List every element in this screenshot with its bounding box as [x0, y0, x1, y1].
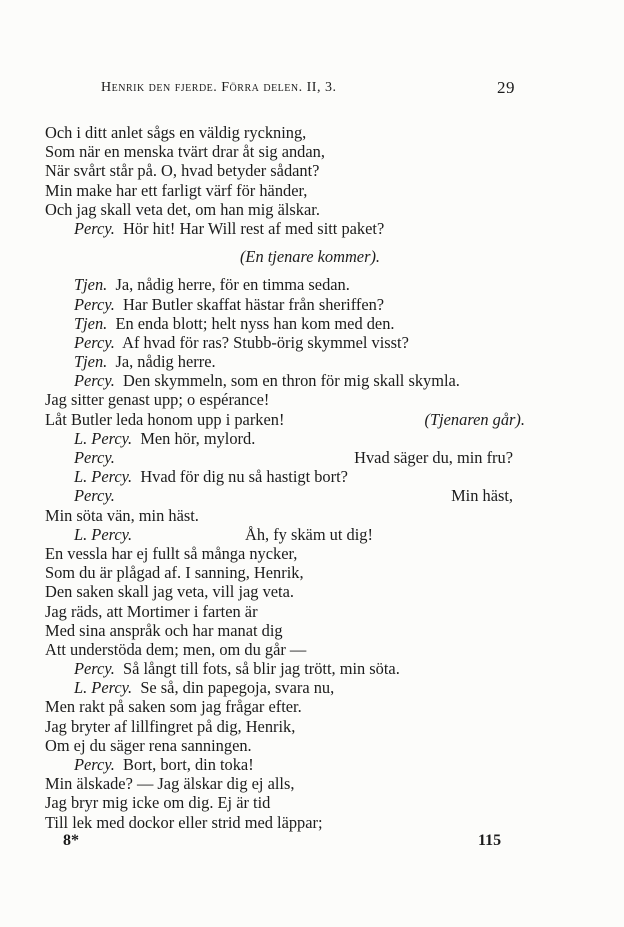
line-text: Till lek med dockor eller strid med läppar; [45, 812, 323, 832]
line-text: Och jag skall veta det, om han mig älskar. [45, 199, 320, 219]
speaker-name: L. Percy. [74, 678, 133, 698]
verse-line [45, 525, 565, 544]
line-text: Jag sitter genast upp; o espérance! [45, 390, 270, 410]
verse-line [45, 161, 565, 180]
line-text: Min häst, [451, 486, 513, 506]
verse-line [45, 275, 565, 294]
line-text: Men rakt på saken som jag frågar efter. [45, 697, 302, 717]
line-text: Hör hit! Har Will rest af med sitt paket? [114, 218, 385, 238]
speaker-name: Percy. [74, 486, 115, 506]
verse-line [45, 774, 565, 793]
line-text: Bort, bort, din toka! [114, 755, 254, 774]
verse-line [45, 142, 565, 161]
verse-line [45, 295, 565, 314]
verse-line [45, 314, 565, 333]
line-text: En vessla har ej fullt så många nycker, [45, 543, 298, 563]
speaker-name: Percy. [74, 448, 115, 467]
verse-line [45, 181, 565, 200]
speaker-name: Percy. [74, 659, 115, 679]
line-text: Min älskade? — Jag älskar dig ej alls, [45, 774, 295, 794]
page-number: 29 [497, 78, 515, 97]
line-text: Som när en menska tvärt drar åt sig andan, [45, 142, 325, 162]
line-text: Låt Butler leda honom upp i parken! [45, 409, 285, 429]
line-text: Ja, nådig herre. [107, 352, 216, 372]
line-text: Se så, din papegoja, svara nu, [132, 678, 335, 698]
verse-line [45, 813, 565, 832]
line-text: Jag räds, att Mortimer i farten är [45, 601, 258, 621]
line-text: Med sina anspråk och har manat dig [45, 620, 283, 640]
line-text: Hvad för dig nu så hastigt bort? [132, 467, 348, 487]
line-text: Min söta vän, min häst. [45, 505, 199, 525]
stage-direction-text: (Tjenaren går). [424, 409, 525, 429]
speaker-name: L. Percy. [74, 467, 133, 487]
verse-line [45, 793, 565, 812]
line-text: Om ej du säger rena sanningen. [45, 735, 252, 755]
verse-line [45, 352, 565, 371]
signature-mark: 8* [63, 832, 79, 849]
verse-line [45, 717, 565, 736]
line-text: Har Butler skaffat hästar från sheriffen? [114, 294, 385, 314]
line-text: Så långt till fots, så blir jag trött, min söta. [114, 659, 400, 679]
verse-line [45, 563, 565, 582]
verse-line [45, 544, 565, 563]
verse-line [45, 200, 565, 219]
speaker-name: L. Percy. [74, 428, 133, 448]
verse-line [45, 448, 565, 467]
line-text: Åh, fy skäm ut dig! [245, 524, 373, 544]
play-text [45, 123, 565, 832]
line-text: Men hör, mylord. [132, 428, 256, 448]
speaker-name: Percy. [74, 755, 115, 774]
line-text: Som du är plågad af. I sanning, Henrik, [45, 563, 304, 583]
speaker-name: Tjen. [74, 275, 108, 295]
line-text: Min make har ett farligt värf för händer, [45, 180, 308, 200]
stage-direction [45, 247, 565, 266]
verse-line [45, 506, 565, 525]
verse-line [45, 697, 565, 716]
verse-line [45, 582, 565, 601]
line-text: Den saken skall jag veta, vill jag veta. [45, 582, 294, 602]
line-text: Af hvad för ras? Stubb-örig skymmel visst? [114, 332, 409, 352]
running-title: Henrik den fjerde. Förra delen. II, 3. [101, 80, 337, 95]
line-text: Jag bryter af lillfingret på dig, Henrik, [45, 716, 296, 736]
line-text: När svårt står på. O, hvad betyder sådant? [45, 161, 320, 181]
verse-line [45, 602, 565, 621]
stage-direction-text: (En tjenare kommer). [239, 247, 381, 267]
line-text: Ja, nådig herre, för en timma sedan. [107, 275, 350, 295]
verse-line [45, 333, 565, 352]
verse-line [45, 410, 565, 429]
verse-line [45, 678, 565, 697]
verse-line [45, 640, 565, 659]
line-text: Att understöda dem; men, om du går — [45, 639, 307, 659]
verse-line [45, 621, 565, 640]
verse-line [45, 486, 565, 505]
folio-number: 115 [478, 832, 502, 849]
speaker-name: Percy. [74, 218, 115, 238]
verse-line [45, 755, 565, 774]
speaker-name: Percy. [74, 332, 115, 352]
verse-line [45, 429, 565, 448]
verse-line [45, 123, 565, 142]
speaker-name: L. Percy. [74, 524, 133, 544]
verse-line [45, 390, 565, 409]
verse-line [45, 467, 565, 486]
line-text: Och i ditt anlet sågs en väldig ryckning, [45, 123, 307, 142]
verse-line [45, 219, 565, 238]
speaker-name: Percy. [74, 371, 115, 391]
verse-line [45, 659, 565, 678]
speaker-name: Tjen. [74, 352, 108, 372]
verse-line [45, 371, 565, 390]
speaker-name: Tjen. [74, 313, 108, 333]
speaker-name: Percy. [74, 294, 115, 314]
line-text: Hvad säger du, min fru? [354, 448, 513, 467]
verse-line [45, 736, 565, 755]
line-text: Den skymmeln, som en thron för mig skall skymla. [114, 371, 460, 391]
line-text: En enda blott; helt nyss han kom med den. [107, 313, 395, 333]
line-text: Jag bryr mig icke om dig. Ej är tid [45, 793, 271, 813]
